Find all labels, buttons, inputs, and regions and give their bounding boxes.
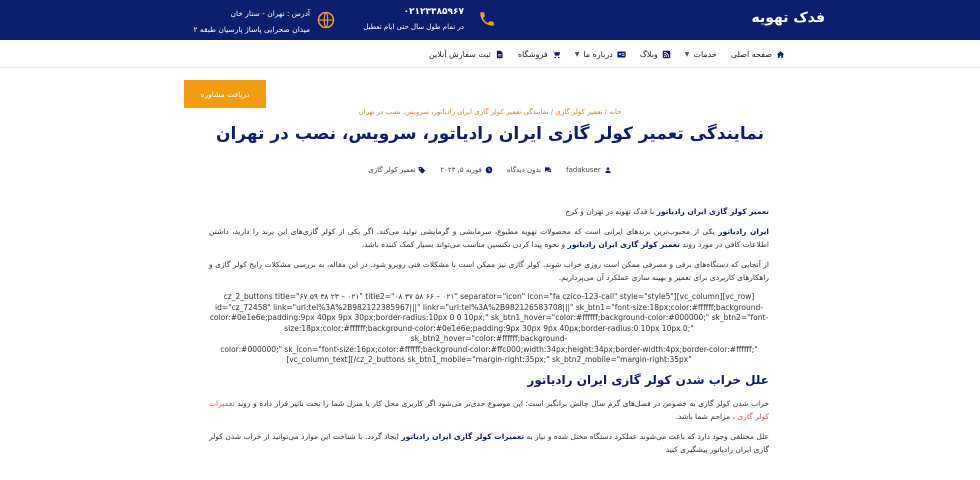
tag-icon [418, 166, 426, 174]
intro-text: با فدک تهویه در تهران و کرج [565, 207, 657, 216]
address-line-1: آدرس : تهران - ستار خان [230, 9, 310, 18]
nav-item-about[interactable] [575, 50, 626, 59]
rss-icon [662, 50, 671, 59]
paragraph-3 [209, 397, 769, 423]
top-bar [0, 0, 980, 40]
main-navigation [0, 40, 980, 99]
repair-link[interactable]: تعمیرات کولر گازی [209, 398, 769, 421]
shortcode-line: id="cz_72458" link="url:tel%3A%2B982122385967|||" linkr="url:tel%3A%2B982126583708|||" sk_btn1="font-size:18px;color:#ffffff;background- [215, 302, 763, 312]
user-icon [604, 166, 612, 174]
phone-icon [478, 10, 496, 28]
nav-item-label: وبلاگ [639, 49, 658, 59]
paragraph-1 [209, 225, 769, 251]
nav-item-label: درباره ما [583, 49, 613, 59]
section-heading: علل خراب شدن کولر گازی ایران رادیاتور [527, 372, 769, 387]
paragraph-2: از آنجایی که دستگاه‌های برقی و مصرفی ممکن است روزی خراب شوند، کولر گازی نیز ممکن است با مشکلات فنی روبرو شود. در این مقاله، به بررسی مشکلات رایج کولر گازی و راهکارهای کاربردی برای تعمیر و بهینه سازی عملکرد آن می‌پردازیم. [209, 260, 769, 282]
meta-comments[interactable] [507, 166, 552, 174]
comments-icon [544, 166, 552, 174]
id-card-icon [617, 50, 626, 59]
chevron-down-icon: ▼ [574, 50, 580, 58]
post-meta [0, 166, 980, 174]
site-logo[interactable]: فدک تهویه [751, 10, 825, 26]
cart-icon [552, 50, 561, 59]
meta-date [440, 166, 493, 174]
shortcode-line: cz_2_buttons title="۶۷ ۵۹ ۳۸ ۲۳ – ۰۲۱" title2="۰۸ ۳۷ ۵۸ ۶۶ – ۰۲۱" separator="icon" icon="fa czico-123-call" style="style5"][vc_column][vc_row] [223, 292, 755, 301]
globe-icon [317, 11, 335, 29]
p1-bold: ایران رادیاتور [718, 227, 770, 236]
chevron-down-icon: ▼ [684, 50, 690, 58]
page-title: نمایندگی تعمیر کولر گازی ایران رادیاتور، سرویس، نصب در تهران [215, 124, 765, 144]
nav-item-label: صفحه اصلی [730, 49, 772, 59]
nav-item-label: فروشگاه [517, 49, 548, 59]
p3-text: خراب شدن کولر گازی به خصوص در فصل‌های گرم سال چالش برانگیز است؛ این موضوع جدی‌تر می‌شود اگر کاربری محل کار یا منزل شما را تحت تاثیر قرار داده و روند [234, 398, 769, 408]
p1-end: و نحوه پیدا کردن تکنسین مناسب می‌تواند بسیار کمک کننده باشد. [361, 240, 568, 249]
p4-bold: تعمیرات کولر گازی ایران رادیاتور [401, 431, 525, 441]
p1-bold-2: تعمیر کولر گازی ایران رادیاتور [567, 240, 680, 249]
p4-end: ایجاد گردد. با شناخت این موارد می‌توانید از خراب شدن کولر گازی ایران رادیاتور پیشگیری کنید [209, 431, 769, 454]
paragraph-4 [209, 430, 769, 456]
nav-item-home[interactable] [731, 50, 785, 59]
category-name: تعمیر کولر گازی [368, 166, 416, 174]
intro-paragraph [209, 205, 769, 218]
shortcode-line: [vc_column_text][/cz_2_buttons sk_btn1_mobile="margin-right:35px;" sk_btn2_mobile="margin-right:35px" [286, 355, 692, 364]
article-body [209, 205, 769, 463]
nav-item-blog[interactable] [640, 50, 671, 59]
nav-item-label: خدمات [693, 49, 717, 59]
nav-item-label: ثبت سفارش آنلاین [428, 49, 491, 59]
shortcode-line: color:#000000;" sk_icon="font-size:16px;color:#ffffff;background-color:#ffc000;width:34px;height:34px;border-width:4px;border-color:#ffffff;" [220, 344, 758, 354]
nav-item-online-order[interactable] [429, 50, 504, 59]
consultation-button[interactable]: دریافت مشاوره [184, 80, 266, 108]
shortcode-line: size:18px;color:#ffffff;background-color:#0e1e6e;padding:9px 30px 9px 40px;border-radius:0 10px 10px 0;" sk_btn2_hover="color:#ffffff;background- [284, 323, 694, 343]
p3-end: ، مزاحم شما باشد. [675, 411, 738, 421]
address-line-2: میدان صحرایی پاساژ پارسیان طبقه ۲ [193, 25, 310, 34]
post-date: فوریه ۵, ۲۰۲۳ [440, 166, 482, 174]
comments-count: بدون دیدگاه [506, 166, 542, 174]
phone-number[interactable]: ۰۲۱۲۳۳۸۵۹۶۷ [403, 7, 464, 17]
p1-text: یکی از محبوب‌ترین برندهای ایرانی است که محصولات تهویه مطبوع، سرمایشی و گرمایشی تولید می‌کند. اگر یکی از کولر گازی‌های این برند را دارید، داشتن اطلاعات کافی در مورد روند [209, 227, 769, 249]
shortcode-line: color:#0e1e6e;padding:9px 40px 9px 30px;border-radius:10px 0 0 10px;" sk_btn1_hover="color:#ffffff;background-color:#000000;" sk_btn2="font- [209, 313, 769, 322]
author-name: fadakuser [566, 166, 601, 174]
intro-bold: تعمیر کولر گازی ایران رادیاتور [656, 207, 769, 216]
phone-note: در تمام طول سال حتی ایام تعطیل [363, 23, 464, 31]
meta-author[interactable] [566, 166, 612, 174]
breadcrumb[interactable]: خانه / تعمیر کولر گازی / نمایندگی تعمیر کولر گازی ایران رادیاتور، سرویس، نصب در تهران [358, 108, 622, 116]
nav-item-services[interactable] [685, 50, 717, 59]
doc-icon [495, 50, 504, 59]
nav-item-shop[interactable] [518, 50, 561, 59]
clock-icon [485, 166, 493, 174]
meta-category[interactable] [368, 166, 426, 174]
home-icon [776, 50, 785, 59]
shortcode-block [209, 292, 769, 366]
p4-text: علل مختلفی وجود دارد که باعث می‌شوند عملکرد دستگاه مختل شده و نیاز به [524, 431, 769, 441]
